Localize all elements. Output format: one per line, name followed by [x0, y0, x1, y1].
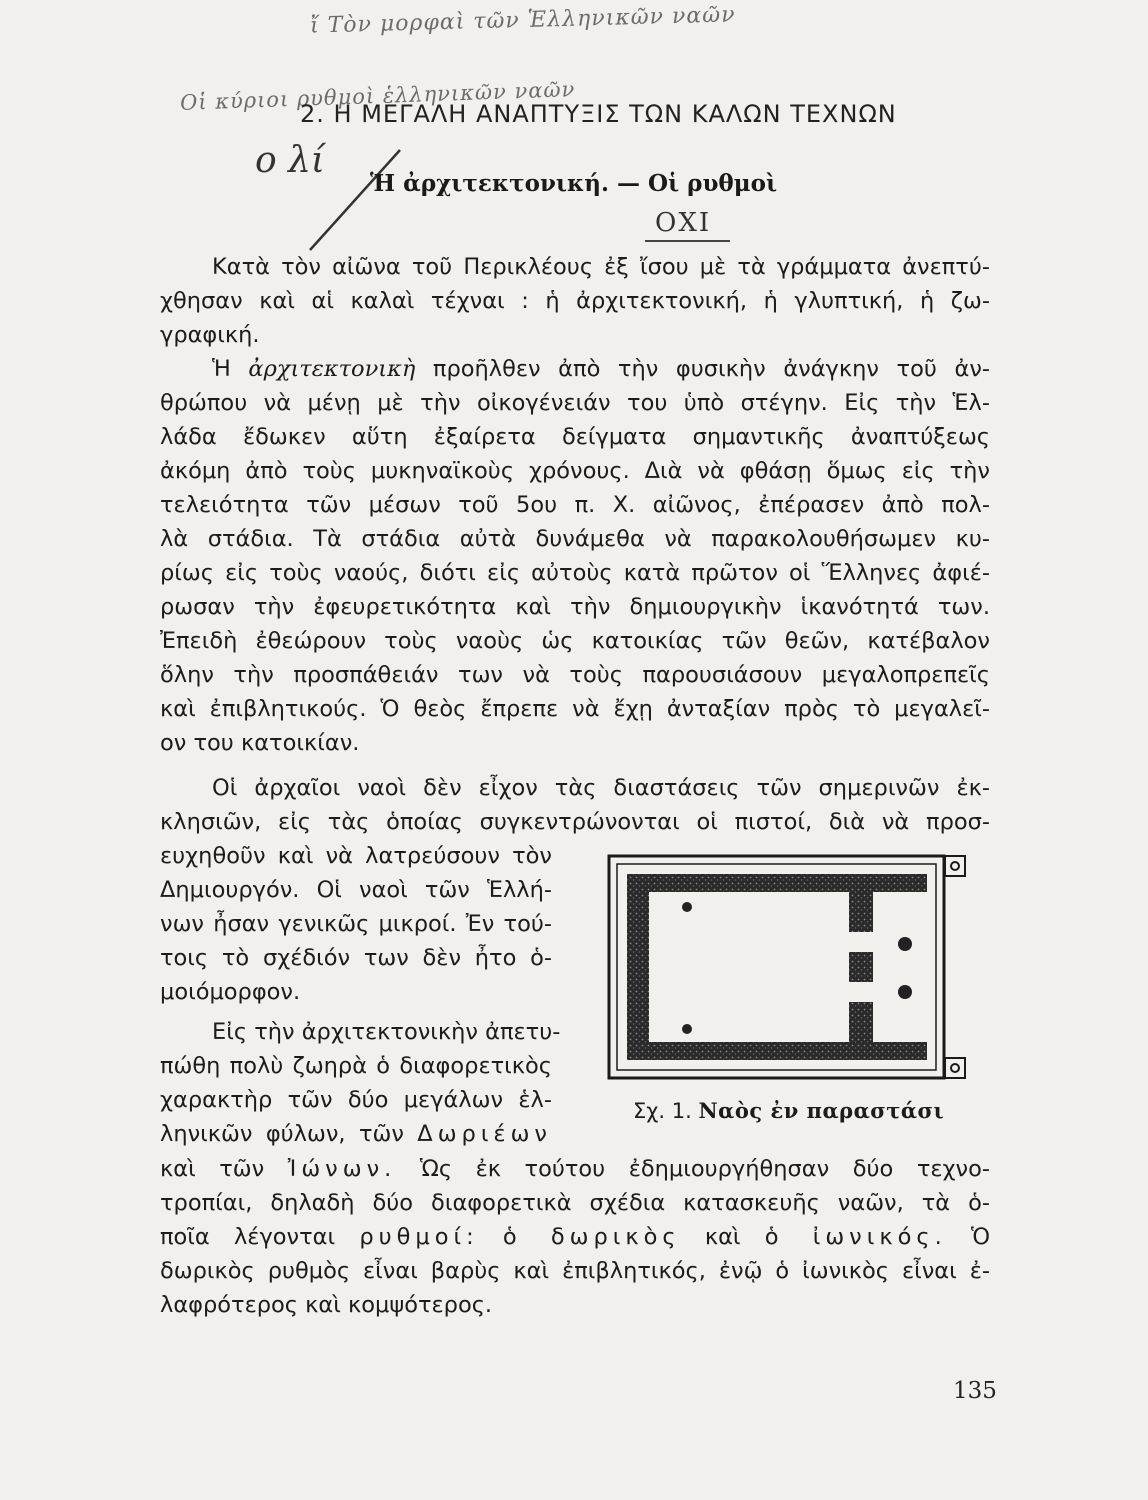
paragraph-2 [160, 352, 990, 760]
text-span: Ὡς ἐκ τούτου ἐδημιουργήθησαν δύο τεχνο- [419, 1156, 990, 1182]
column [898, 937, 912, 951]
caption-title: Ναὸς ἐν παραστάσι [698, 1098, 945, 1123]
handwritten-strike-icon [300, 145, 420, 255]
text-line: χθησαν καὶ αἱ καλαὶ τέχναι : ἡ ἀρχιτεκτονική, ἡ γλυπτική, ἡ ζω- [160, 288, 990, 314]
corner-marker-top [945, 856, 965, 876]
handwritten-oxi: ΟΧΙ [655, 208, 712, 238]
text-line: λάδα ἔδωκεν αὕτη ἐξαίρετα δείγματα σημαντικῆς ἀναπτύξεως [160, 424, 990, 450]
page-number: 135 [953, 1378, 997, 1404]
paragraph-3 [160, 771, 990, 839]
handwritten-note-top: ἴ Τὸν μορφαὶ τῶν Ἑλληνικῶν ναῶν [309, 2, 736, 39]
chapter-title: 2. Η ΜΕΓΑΛΗ ΑΝΑΠΤΥΞΙΣ ΤΩΝ ΚΑΛΩΝ ΤΕΧΝΩΝ [300, 100, 897, 128]
handwritten-note-second: Οἱ κύριοι ρυθμοὶ ἑλληνικῶν ναῶν [179, 77, 576, 115]
text-line: Κατὰ τὸν αἰῶνα τοῦ Περικλέους ἐξ ἴσου μὲ τὰ γράμματα ἀνεπτύ- [212, 254, 990, 280]
text-line: ὅλην τὴν προσπάθειάν των νὰ τοὺς παρουσιάσουν μεγαλοπρεπεῖς [160, 662, 990, 688]
text-line: ευχηθοῦν καὶ νὰ λατρεύσουν τὸν [160, 843, 552, 869]
text-span: καὶ [704, 1224, 741, 1250]
text-line: καὶ ἐπιβλητικούς. Ὁ θεὸς ἔπρεπε νὰ ἔχῃ ἀνταξίαν πρὸς τὸ μεγαλεῖ- [160, 696, 990, 722]
handwritten-underline [645, 240, 730, 242]
paragraph-1 [160, 250, 990, 352]
spaced-term-doric: ὁ δωρικὸς [502, 1224, 681, 1250]
text-line: λαφρότερος καὶ κομψότερος. [160, 1292, 493, 1318]
door-gap-top [849, 932, 873, 952]
text-span: καὶ τῶν [160, 1156, 265, 1182]
section-title: Ἡ ἀρχιτεκτονική. — Οἱ ρυθμοὶ [370, 170, 778, 197]
anta-bottom [905, 1042, 927, 1060]
text-line: τοις τὸ σχέδιόν των δὲν ἦτο ὁ- [160, 945, 552, 971]
column [682, 902, 692, 912]
text-line: κλησιῶν, εἰς τὰς ὁποίας συγκεντρώνονται οἱ πιστοί, διὰ νὰ προσ- [160, 809, 990, 835]
cella [649, 892, 849, 1042]
text-line: χαρακτὴρ τῶν δύο μεγάλων ἑλ- [160, 1087, 552, 1113]
handwritten-mark: ο λί [255, 140, 326, 181]
text-line: ον του κατοικίαν. [160, 730, 360, 756]
text-line [160, 1220, 990, 1254]
paragraph-3-wrap [160, 839, 552, 1009]
text-span: προῆλθεν ἀπὸ τὴν φυσικὴν ἀνάγκην τοῦ ἀν- [432, 356, 991, 382]
text-span: Ἡ [212, 356, 231, 382]
text-line [160, 1117, 552, 1151]
pronaos [873, 892, 927, 1042]
text-span: ποῖα λέγονται [160, 1224, 336, 1250]
text-line: τελειότητα τῶν μέσων τοῦ 5ου π. Χ. αἰῶνος, ἐπέρασεν ἀπὸ πολ- [160, 492, 990, 518]
spaced-term-ionians: Ἰώνων. [287, 1156, 397, 1182]
text-line [160, 1152, 990, 1186]
text-line: Οἱ ἀρχαῖοι ναοὶ δὲν εἶχον τὰς διαστάσεις τῶν σημερινῶν ἐκ- [212, 775, 990, 801]
text-line: δωρικὸς ρυθμὸς εἶναι βαρὺς καὶ ἐπιβλητικός, ἐνῷ ὁ ἰωνικὸς εἶναι ἐ- [160, 1258, 990, 1284]
spaced-term-rythmoi: ρυθμοί: [359, 1224, 479, 1250]
door-gap-bottom [849, 982, 873, 1002]
spaced-term-ionic: ὁ ἰωνικός. [764, 1224, 947, 1250]
text-line: Δημιουργόν. Οἱ ναοὶ τῶν Ἑλλή- [160, 877, 552, 903]
spaced-term-dorians: Δωριέων [417, 1121, 552, 1147]
column [682, 1024, 692, 1034]
text-line: Εἰς τὴν ἀρχιτεκτονικὴν ἀπετυ- [212, 1019, 561, 1045]
italic-term: ἀρχιτεκτονικὴ [248, 356, 416, 382]
text-line: λὰ στάδια. Τὰ στάδια αὐτὰ δυνάμεθα νὰ παρακολουθήσωμεν κυ- [160, 526, 990, 552]
corner-marker-bottom [945, 1058, 965, 1078]
paragraph-4-wrap [160, 1015, 561, 1151]
text-span: ληνικῶν φύλων, τῶν [160, 1121, 404, 1147]
text-line: Ἐπειδὴ ἐθεώρουν τοὺς ναοὺς ὡς κατοικίας τῶν θεῶν, κατέβαλον [160, 628, 990, 654]
text-line: ρωσαν τὴν ἐφευρετικότητα καὶ τὴν δημιουργικὴν ἱκανότητά των. [160, 594, 990, 620]
anta-top [905, 874, 927, 892]
text-line: νων ἦσαν γενικῶς μικροί. Ἐν τού- [160, 911, 552, 937]
text-line [160, 352, 990, 386]
text-line: μοιόμορφον. [160, 979, 301, 1005]
text-line: γραφική. [160, 322, 260, 348]
text-line: τροπίαι, δηλαδὴ δύο διαφορετικὰ σχέδια κατασκευῆς ναῶν, τὰ ὁ- [160, 1190, 990, 1216]
caption-label: Σχ. 1. [633, 1099, 692, 1123]
paragraph-4-continued [160, 1152, 990, 1322]
text-line: πώθη πολὺ ζωηρὰ ὁ διαφορετικὸς [160, 1053, 552, 1079]
text-span: Ὁ [970, 1224, 991, 1250]
temple-plan-figure [605, 852, 970, 1082]
text-line: ἀκόμη ἀπὸ τοὺς μυκηναϊκοὺς χρόνους. Διὰ νὰ φθάσῃ ὅμως εἰς τὴν [160, 458, 990, 484]
figure-caption [633, 1098, 944, 1123]
text-line: ρίως εἰς τοὺς ναούς, διότι εἰς αὐτοὺς κατὰ πρῶτον οἱ Ἕλληνες ἀφιέ- [160, 560, 990, 586]
column [898, 985, 912, 999]
text-line: θρώπου νὰ μένῃ μὲ τὴν οἰκογένειάν του ὑπὸ στέγην. Εἰς τὴν Ἑλ- [160, 390, 990, 416]
